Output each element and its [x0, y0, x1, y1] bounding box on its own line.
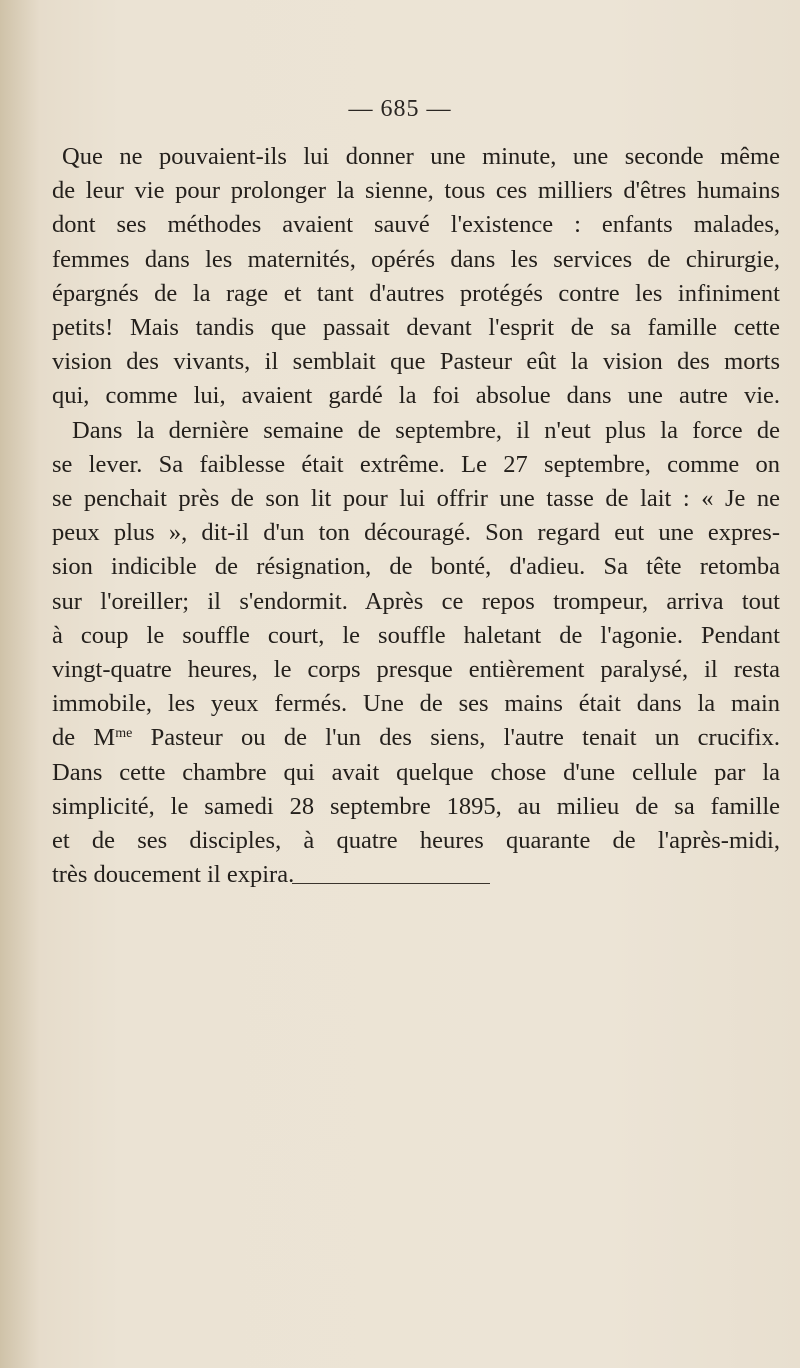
text-line: Que ne pouvaient-ils lui donner une minute, une seconde même: [62, 143, 780, 170]
text-line: dont ses méthodes avaient sauvé l'existence : enfants malades,: [52, 211, 780, 239]
superscript-me: me: [115, 726, 133, 742]
text-line: très doucement il expira.: [52, 861, 295, 889]
text-line-mme: [52, 721, 780, 755]
text-line: Dans la dernière semaine de septembre, il n'eut plus la force de: [72, 416, 780, 444]
text-line: se penchait près de son lit pour lui offrir une tasse de lait : « Je ne: [52, 485, 780, 513]
text-line: petits! Mais tandis que passait devant l'esprit de sa famille cette: [52, 314, 780, 342]
text-line: se lever. Sa faiblesse était extrême. Le 27 septembre, comme on: [52, 450, 780, 478]
text-line: à coup le souffle court, le souffle haletant de l'agonie. Pendant: [52, 621, 780, 649]
text-line: femmes dans les maternités, opérés dans les services de chirurgie,: [52, 245, 780, 273]
text-line: simplicité, le samedi 28 septembre 1895, au milieu de sa famille: [52, 792, 780, 820]
text-line: vision des vivants, il semblait que Pasteur eût la vision des morts: [52, 348, 780, 376]
body-text: [52, 140, 780, 892]
text-line: immobile, les yeux fermés. Une de ses mains était dans la main: [52, 690, 780, 718]
end-rule: [292, 883, 490, 884]
text-line: sur l'oreiller; il s'endormit. Après ce repos trompeur, arriva tout: [52, 587, 780, 615]
text-line: sion indicible de résignation, de bonté, d'adieu. Sa tête retomba: [52, 553, 780, 581]
text-fragment: de M: [52, 724, 116, 752]
text-line: épargnés de la rage et tant d'autres protégés contre les infiniment: [52, 279, 780, 307]
text-line: de leur vie pour prolonger la sienne, tous ces milliers d'êtres humains: [52, 177, 780, 205]
page-number: — 685 —: [348, 96, 452, 122]
text-line: qui, comme lui, avaient gardé la foi absolue dans une autre vie.: [52, 382, 780, 410]
text-line: Dans cette chambre qui avait quelque chose d'une cellule par la: [52, 758, 780, 786]
text-line: peux plus », dit-il d'un ton découragé. Son regard eut une expres-: [52, 519, 780, 547]
text-line: vingt-quatre heures, le corps presque entièrement paralysé, il resta: [52, 656, 780, 684]
text-line: et de ses disciples, à quatre heures quarante de l'après-midi,: [52, 827, 780, 855]
text-fragment: Pasteur ou de l'un des siens, l'autre tenait un crucifix.: [132, 724, 780, 752]
